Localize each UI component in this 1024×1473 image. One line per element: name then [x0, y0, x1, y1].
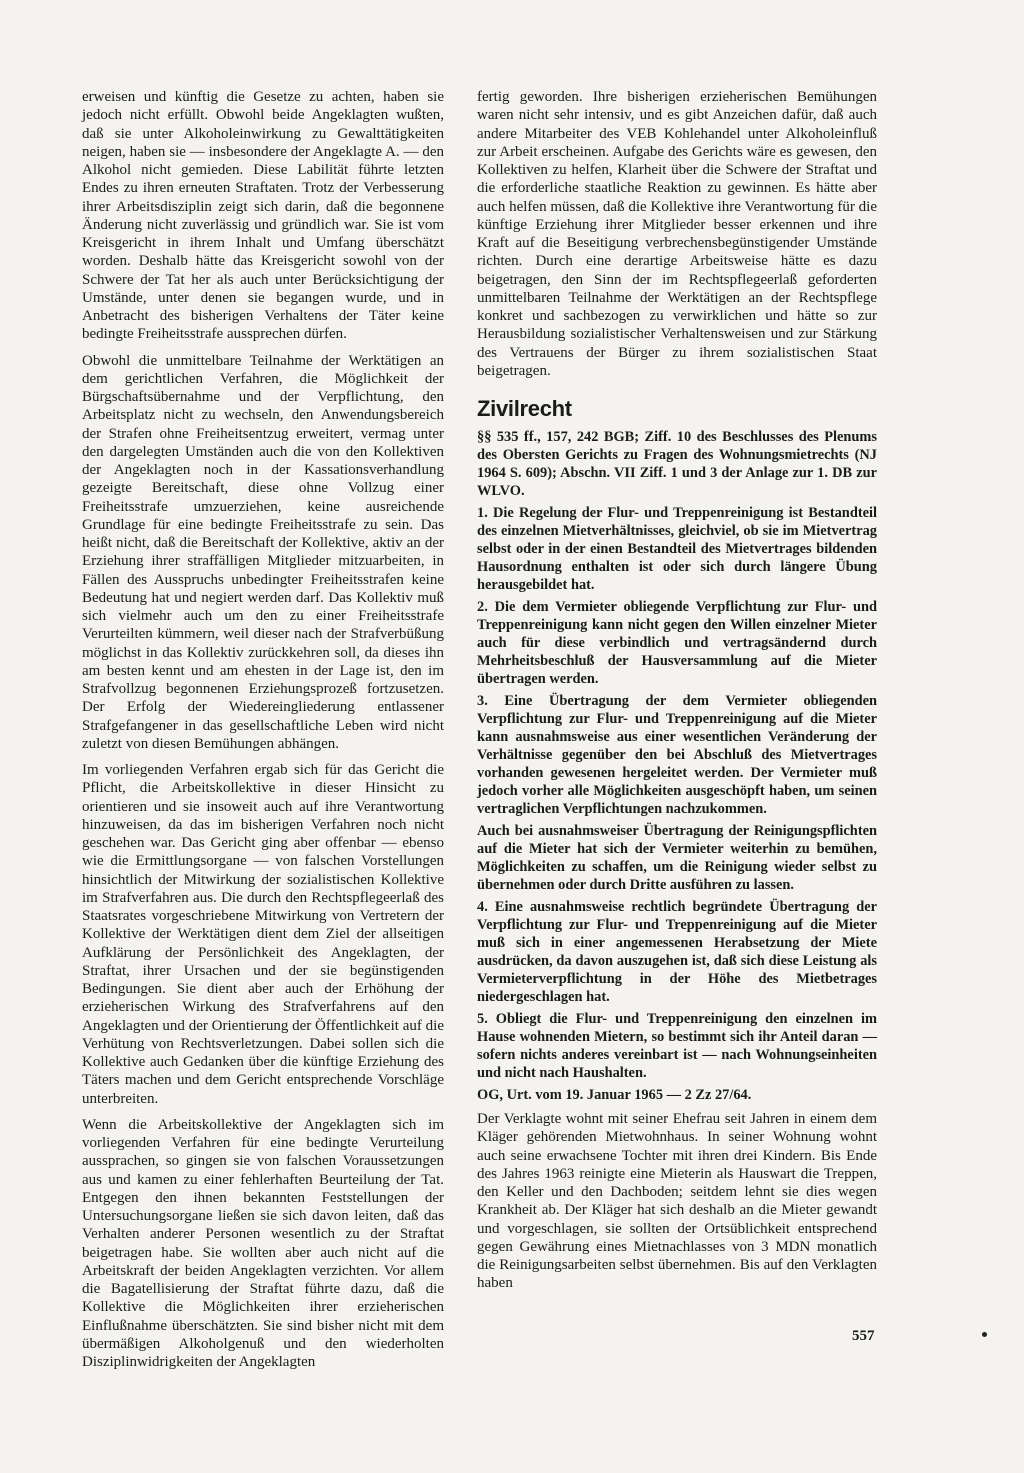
headnote: 4. Eine ausnahmsweise rechtlich begründete Übertragung der Verpflichtung zur Flur- und Treppenreinigung auf die Mieter muß sich in einer angemessenen Herabsetzung der Miete ausdrücken, da davon auszugehen ist, daß sich diese Leistung als Vermieterverpflichtung in der Höhe des Mietbetrages niedergeschlagen hat.: [477, 899, 877, 1005]
body-paragraph: Der Verklagte wohnt mit seiner Ehefrau seit Jahren in einem dem Kläger gehörenden Mietwohnhaus. In seiner Wohnung wohnt auch seine erwachsene Tochter mit ihren drei Kindern. Bis Ende des Jahres 1963 reinigte eine Mieterin als Hauswart die Treppen, den Keller und den Dachboden; seitdem lehnt sie dies wegen Krankheit ab. Der Kläger hat sich deshalb an die Mieter gewandt und vorgeschlagen, sie sollten der Ortsüblichkeit entsprechend gegen Gewährung eines Mietnachlasses von 3 MDN monatlich die Reinigungsarbeiten selbst übernehmen. Bis auf den Verklagten haben: [477, 1111, 877, 1292]
body-paragraph: Im vorliegenden Verfahren ergab sich für das Gericht die Pflicht, die Arbeitskollektive in dieser Hinsicht zu orientieren und sie insoweit auch auf ihre Verantwortung hinzuweisen, da das im bisherigen Verfahren noch nicht geschehen war. Das Gericht ging aber offenbar — ebenso wie die Ermittlungsorgane — von falschen Vorstellungen hinsichtlich der Mitwirkung der sozialistischen Kollektive im Strafverfahren aus. Die durch den Rechtspflegeerlaß des Staatsrates vorgeschriebene Mitwirkung von Vertretern der Kollektive der Werktätigen dient dem Ziel der allseitigen Aufklärung der Persönlichkeit des Angeklagten, der Straftat, ihrer Ursachen und der sie begünstigenden Bedingungen. Sie dient aber auch der Erhöhung der erzieherischen Wirkung des Strafverfahrens auf den Angeklagten und der Orientierung der Öffentlichkeit auf die Verhütung von Rechtsverletzungen. Dabei sollen sich die Kollektive auch Gedanken über die künftige Erziehung des Täters machen und dem Gericht entsprechende Vorschläge unterbreiten.: [82, 762, 444, 1107]
body-paragraph: Obwohl die unmittelbare Teilnahme der Werktätigen an dem gerichtlichen Verfahren, die Möglichkeit der Bürgschaftsübernahme und der Verpflichtung, den Arbeitsplatz nicht zu wechseln, den Anwendungsbereich der Strafen ohne Freiheitsentzug erweitert, vermag unter den dargelegten Umständen auch die von den Kollektiven der Angeklagten noch in der Kassationsverhandlung gezeigte Bereitschaft, diese ohne Vollzug einer Freiheitsstrafe umzuerziehen, keine ausreichende Grundlage für eine bedingte Freiheitsstrafe zu sein. Das heißt nicht, daß die Bereitschaft der Kollektive, aktiv an der Erziehung ihrer straffälligen Mitglieder mitzuarbeiten, in Fällen des Ausspruchs unbedingter Freiheitsstrafen keine Bedeutung hat und negiert werden darf. Das Kollektiv muß sich vielmehr auch um den zu einer Freiheitsstrafe Verurteilten kümmern, weil dieser nach der Strafverbüßung möglichst in das Kollektiv zurückkehren soll, da dieses ihn am besten kennt und am ehesten in der Lage ist, den im Strafvollzug begonnenen Erziehungsprozeß fortzusetzen. Der Erfolg der Wiedereingliederung entlassener Strafgefangener in das gesellschaftliche Leben wird nicht zuletzt von diesen Bemühungen abhängen.: [82, 352, 444, 752]
legal-references: §§ 535 ff., 157, 242 BGB; Ziff. 10 des Beschlusses des Plenums des Obersten Gerichts zu Fragen des Wohnungsmietrechts (NJ 1964 S. 609); Abschn. VII Ziff. 1 und 3 der Anlage zur 1. DB zur WLVO.: [477, 429, 877, 499]
headnote: 3. Eine Übertragung der dem Vermieter obliegenden Verpflichtung zur Flur- und Treppenreinigung auf die Mieter kann ausnahmsweise aus einer wesentlichen Veränderung der Verhältnisse gegenüber den bei Abschluß des Mietvertrages vorhanden gewesenen hergeleitet werden. Der Vermieter muß jedoch vorher alle Möglichkeiten ausgeschöpft haben, um seinen vertraglichen Verpflichtungen nachzukommen.: [477, 693, 877, 817]
court-citation: OG, Urt. vom 19. Januar 1965 — 2 Zz 27/64.: [477, 1087, 752, 1103]
headnote: 5. Obliegt die Flur- und Treppenreinigung den einzelnen im Hause wohnenden Mietern, so bestimmt sich ihr Anteil daran — sofern nichts anderes vereinbart ist — nach Wohnungseinheiten und nicht nach Haushalten.: [477, 1011, 877, 1081]
left-column: [82, 88, 444, 1379]
margin-dot: [982, 1332, 987, 1337]
headnote: 2. Die dem Vermieter obliegende Verpflichtung zur Flur- und Treppenreinigung kann nicht gegen den Willen einzelner Mieter auch für diese verbindlich und vertragsändernd durch Mehrheitsbeschluß der Hausversammlung auf die Mieter übertragen werden.: [477, 599, 877, 687]
body-paragraph: Wenn die Arbeitskollektive der Angeklagten sich im vorliegenden Verfahren für eine bedingte Verurteilung aussprachen, so gingen sie von falschen Voraussetzungen aus und kamen zu einer fehlerhaften Beurteilung der Tat. Entgegen den ihnen bekannten Feststellungen der Untersuchungsorgane ließen sie sich davon leiten, daß das Verhalten anderer Personen wesentlich zu der Straftat beigetragen habe. Sie wollten aber auch nicht auf die Arbeitskraft der beiden Angeklagten verzichten. Vor allem die Bagatellisierung der Straftat führte dazu, daß die Kollektive die Möglichkeiten ihrer erzieherischen Einflußnahme überschätzten. Sie sind bisher nicht mit dem übermäßigen Alkoholgenuß und den wiederholten Disziplinwidrigkeiten der Angeklagten: [82, 1116, 444, 1370]
headnote: Auch bei ausnahmsweiser Übertragung der Reinigungspflichten auf die Mieter hat sich der Vermieter weiterhin zu bemühen, Möglichkeiten zu schaffen, um die Reinigung wieder selbst zu übernehmen oder durch Dritte ausführen zu lassen.: [477, 823, 877, 893]
body-paragraph: fertig geworden. Ihre bisherigen erzieherischen Bemühungen waren nicht sehr intensiv, und es gibt Anzeichen dafür, daß auch andere Mitarbeiter des VEB Kohlehandel unter Alkoholeinfluß zur Arbeit erscheinen. Aufgabe des Gerichts wäre es gewesen, den Kollektiven zu helfen, Klarheit über die Schwere der Straftat und die erforderliche staatliche Reaktion zu gewinnen. Es hätte aber auch helfen müssen, daß die Kollektive ihre Verantwortung für die künftige Erziehung ihrer Mitglieder besser erkennen und ihre Kraft auf die Beseitigung verbrechensbegünstigender Umstände richten. Durch eine derartige Arbeitsweise hätte es dazu beigetragen, den Sinn der im Rechtspflegeerlaß geforderten unmittelbaren Teilnahme der Werktätigen an der Rechtspflege konkret und sachbezogen zu verwirklichen und hätte so zur Herausbildung sozialistischer Verhaltensweisen und zur Stärkung des Vertrauens der Bürger zu ihrem sozialistischen Staat beigetragen.: [477, 89, 877, 379]
right-column: [477, 88, 877, 1301]
section-title: Zivilrecht: [477, 396, 572, 421]
body-paragraph: erweisen und künftig die Gesetze zu achten, haben sie jedoch nicht erfüllt. Obwohl beide Angeklagten wußten, daß sie unter Alkoholeinwirkung zu Gewalttätigkeiten neigen, haben sie — insbesondere der Angeklagte A. — den Alkohol nicht gemieden. Diese Labilität führte letzten Endes zu ihren erneuten Straftaten. Trotz der Verbesserung ihrer Arbeitsdisziplin zeigt sich darin, daß die begonnene Änderung nicht zuverlässig und gründlich war. Sie ist vom Kreisgericht in ihrem Inhalt und Umfang überschätzt worden. Deshalb hätte das Kreisgericht sowohl von der Schwere der Tat her als auch unter Berücksichtigung der Umstände, unter denen sie begangen wurde, und in Anbetracht des bisherigen Verhaltens der Täter keine bedingte Freiheitsstrafe aussprechen dürfen.: [82, 89, 444, 343]
page-number: 557: [852, 1328, 875, 1344]
headnote: 1. Die Regelung der Flur- und Treppenreinigung ist Bestandteil des einzelnen Mietverhältnisses, gleichviel, ob sie im Mietvertrag selbst oder in der einen Bestandteil des Mietvertrages bildenden Hausordnung enthalten ist oder sich durch längere Übung herausgebildet hat.: [477, 505, 877, 593]
